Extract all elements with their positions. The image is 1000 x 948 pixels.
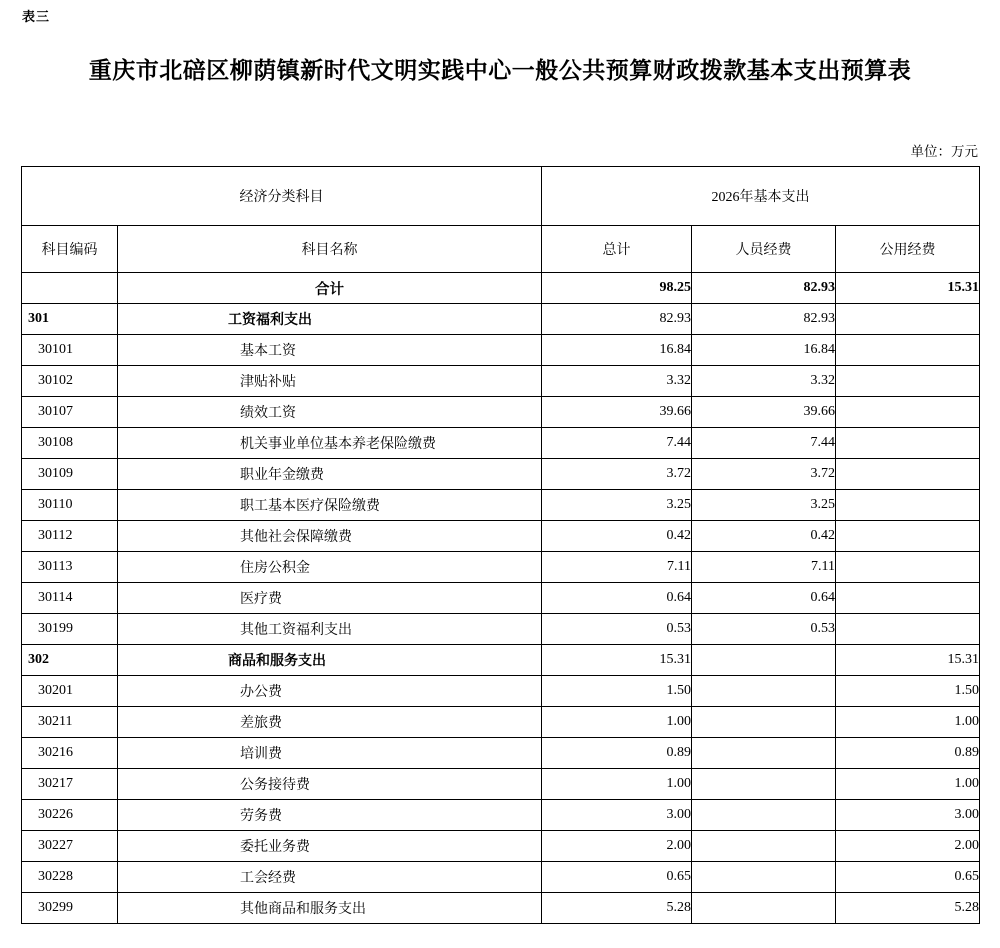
cell-total: 39.66 (542, 397, 692, 428)
cell-total: 0.65 (542, 862, 692, 893)
table-header-group-row (22, 167, 980, 226)
cell-personnel: 7.44 (692, 428, 836, 459)
cell-name: 医疗费 (118, 583, 542, 614)
cell-name: 商品和服务支出 (118, 645, 542, 676)
cell-code: 30110 (22, 490, 118, 521)
cell-personnel: 0.64 (692, 583, 836, 614)
cell-public: 1.00 (836, 769, 980, 800)
cell-total: 98.25 (542, 273, 692, 304)
cell-code: 30109 (22, 459, 118, 490)
cell-personnel (692, 800, 836, 831)
cell-code: 30201 (22, 676, 118, 707)
header-group-economic-category: 经济分类科目 (22, 167, 542, 226)
cell-total: 7.44 (542, 428, 692, 459)
cell-total: 15.31 (542, 645, 692, 676)
cell-public: 0.89 (836, 738, 980, 769)
cell-code: 30216 (22, 738, 118, 769)
cell-code: 30113 (22, 552, 118, 583)
cell-public: 1.00 (836, 707, 980, 738)
cell-code: 30227 (22, 831, 118, 862)
cell-code: 30101 (22, 335, 118, 366)
cell-name: 其他商品和服务支出 (118, 893, 542, 924)
cell-personnel (692, 707, 836, 738)
table-row (22, 304, 980, 335)
table-row (22, 459, 980, 490)
sheet-label: 表三 (22, 9, 51, 24)
cell-code: 30299 (22, 893, 118, 924)
cell-public: 5.28 (836, 893, 980, 924)
cell-personnel: 3.72 (692, 459, 836, 490)
cell-total: 3.32 (542, 366, 692, 397)
cell-name: 职业年金缴费 (118, 459, 542, 490)
cell-public (836, 428, 980, 459)
table-row (22, 335, 980, 366)
header-col-public: 公用经费 (836, 226, 980, 273)
cell-total: 0.89 (542, 738, 692, 769)
cell-personnel (692, 738, 836, 769)
table-body (22, 273, 980, 924)
header-col-total: 总计 (542, 226, 692, 273)
cell-personnel (692, 645, 836, 676)
cell-name: 公务接待费 (118, 769, 542, 800)
cell-total: 2.00 (542, 831, 692, 862)
cell-public (836, 614, 980, 645)
cell-public (836, 521, 980, 552)
cell-code: 30114 (22, 583, 118, 614)
table-row (22, 273, 980, 304)
header-col-name: 科目名称 (118, 226, 542, 273)
cell-personnel: 7.11 (692, 552, 836, 583)
table-row (22, 676, 980, 707)
table-row (22, 521, 980, 552)
cell-public (836, 304, 980, 335)
cell-name: 津贴补贴 (118, 366, 542, 397)
cell-code: 301 (22, 304, 118, 335)
table-row (22, 583, 980, 614)
cell-personnel: 82.93 (692, 273, 836, 304)
cell-public: 1.50 (836, 676, 980, 707)
cell-name: 绩效工资 (118, 397, 542, 428)
cell-total: 3.25 (542, 490, 692, 521)
cell-name: 职工基本医疗保险缴费 (118, 490, 542, 521)
cell-public (836, 335, 980, 366)
cell-total: 1.00 (542, 769, 692, 800)
table-row (22, 397, 980, 428)
cell-public: 2.00 (836, 831, 980, 862)
cell-total: 0.64 (542, 583, 692, 614)
table-row (22, 800, 980, 831)
cell-personnel: 39.66 (692, 397, 836, 428)
table-row (22, 614, 980, 645)
table-row (22, 831, 980, 862)
cell-code: 30108 (22, 428, 118, 459)
table-row (22, 490, 980, 521)
header-col-code: 科目编码 (22, 226, 118, 273)
cell-code (22, 273, 118, 304)
header-group-basic-expenditure: 2026年基本支出 (542, 167, 980, 226)
cell-name: 委托业务费 (118, 831, 542, 862)
cell-name: 住房公积金 (118, 552, 542, 583)
cell-code: 30112 (22, 521, 118, 552)
page-title: 重庆市北碚区柳荫镇新时代文明实践中心一般公共预算财政拨款基本支出预算表 (88, 58, 912, 83)
table-row (22, 366, 980, 397)
table-row (22, 428, 980, 459)
header-col-personnel: 人员经费 (692, 226, 836, 273)
cell-public (836, 459, 980, 490)
cell-public (836, 490, 980, 521)
cell-name: 工会经费 (118, 862, 542, 893)
cell-personnel (692, 676, 836, 707)
cell-name: 差旅费 (118, 707, 542, 738)
unit-note: 单位：万元 (910, 144, 978, 159)
cell-public (836, 366, 980, 397)
cell-name: 基本工资 (118, 335, 542, 366)
cell-name: 合计 (118, 273, 542, 304)
cell-name: 工资福利支出 (118, 304, 542, 335)
cell-name: 其他工资福利支出 (118, 614, 542, 645)
cell-total: 1.50 (542, 676, 692, 707)
cell-personnel: 3.32 (692, 366, 836, 397)
cell-personnel (692, 862, 836, 893)
cell-public: 15.31 (836, 645, 980, 676)
cell-public: 0.65 (836, 862, 980, 893)
table-row (22, 738, 980, 769)
cell-name: 机关事业单位基本养老保险缴费 (118, 428, 542, 459)
cell-total: 1.00 (542, 707, 692, 738)
cell-public (836, 397, 980, 428)
cell-code: 30228 (22, 862, 118, 893)
cell-personnel: 0.42 (692, 521, 836, 552)
cell-personnel (692, 831, 836, 862)
cell-total: 5.28 (542, 893, 692, 924)
cell-code: 302 (22, 645, 118, 676)
table-header (22, 167, 980, 273)
cell-code: 30102 (22, 366, 118, 397)
cell-total: 0.53 (542, 614, 692, 645)
cell-total: 3.72 (542, 459, 692, 490)
cell-name: 劳务费 (118, 800, 542, 831)
cell-personnel: 82.93 (692, 304, 836, 335)
table-row (22, 707, 980, 738)
cell-public: 3.00 (836, 800, 980, 831)
cell-public (836, 583, 980, 614)
table-row (22, 552, 980, 583)
cell-public: 15.31 (836, 273, 980, 304)
cell-total: 3.00 (542, 800, 692, 831)
cell-total: 7.11 (542, 552, 692, 583)
cell-code: 30107 (22, 397, 118, 428)
table-header-column-row (22, 226, 980, 273)
table-row (22, 645, 980, 676)
table-row (22, 769, 980, 800)
cell-code: 30211 (22, 707, 118, 738)
cell-total: 82.93 (542, 304, 692, 335)
cell-name: 办公费 (118, 676, 542, 707)
cell-name: 培训费 (118, 738, 542, 769)
cell-code: 30199 (22, 614, 118, 645)
cell-personnel (692, 893, 836, 924)
cell-personnel: 3.25 (692, 490, 836, 521)
cell-code: 30226 (22, 800, 118, 831)
table-row (22, 862, 980, 893)
table-row (22, 893, 980, 924)
cell-public (836, 552, 980, 583)
cell-personnel: 0.53 (692, 614, 836, 645)
cell-name: 其他社会保障缴费 (118, 521, 542, 552)
cell-total: 16.84 (542, 335, 692, 366)
cell-code: 30217 (22, 769, 118, 800)
cell-personnel: 16.84 (692, 335, 836, 366)
budget-table (21, 166, 980, 924)
cell-total: 0.42 (542, 521, 692, 552)
cell-personnel (692, 769, 836, 800)
